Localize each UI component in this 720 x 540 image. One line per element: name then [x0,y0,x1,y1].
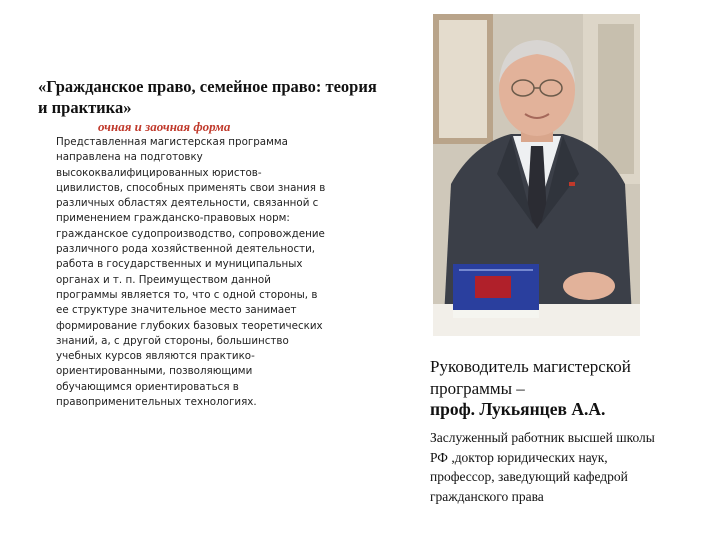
study-form-label: очная и заочная форма [98,119,231,134]
program-head-details: Заслуженный работник высшей школы РФ ,доктор юридических наук, профессор, заведующий кафедрой гражданского права [430,430,655,504]
program-head-role: Руководитель магистерской программы – [430,357,631,398]
program-description: Представленная магистерская программа направлена на подготовку высококвалифицированных юристов-цивилистов, способных применять свои знания в различных областях деятельности, связанной с применением гражданско-правовых норм: гражданское судопроизводство, сопровождение различного рода хозяйственной деятельности, работа в государственных и муниципальных органах и т. п. Преимуществом данной программы является то, что с одной стороны, в ее структуре значительное место занимает формирование глубоких базовых теоретических знаний, а, с другой стороны, большинство учебных курсов являются практико-ориентированными, позволяющими обучающимся ориентироваться в правоприменительных технологиях. [56,136,326,409]
head-portrait-photo [433,14,640,336]
program-title: «Гражданское право, семейное право: теория и практика» [38,77,377,117]
program-head-name: проф. Лукьянцев А.А. [430,399,606,419]
